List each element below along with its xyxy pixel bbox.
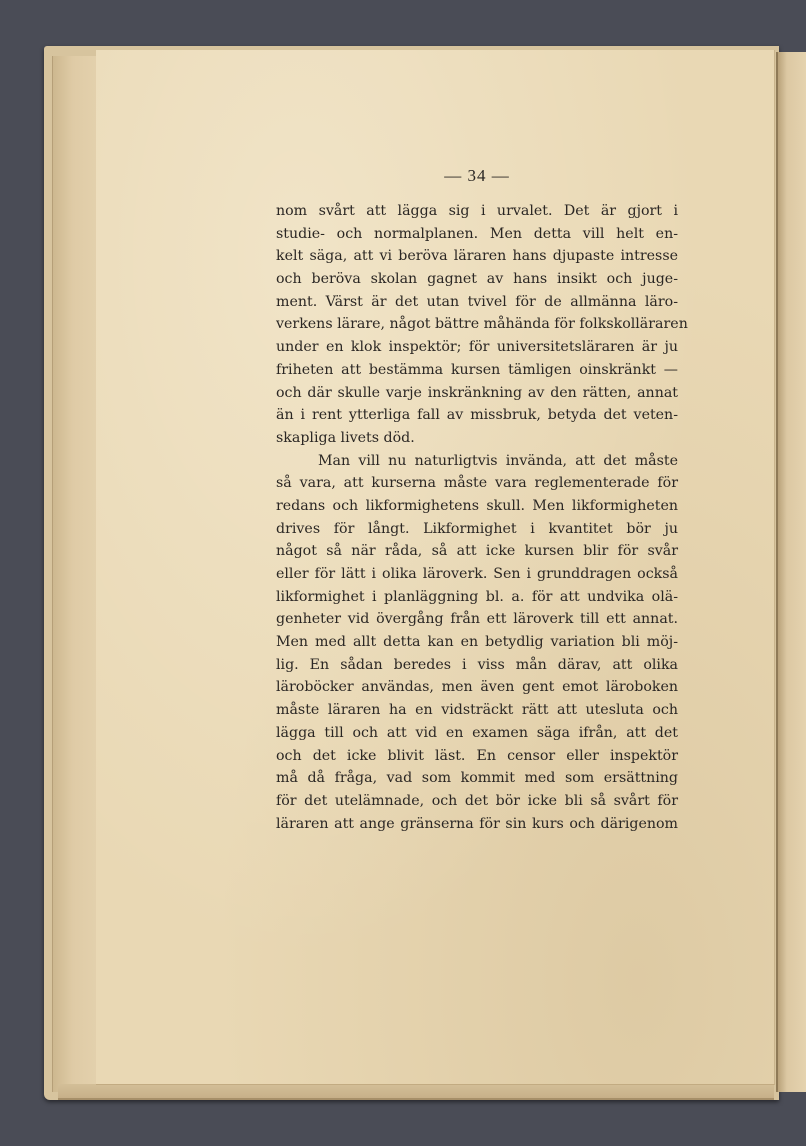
bottom-page-edge [58, 1084, 774, 1100]
text-line: ment. Värst är det utan tvivel för de allmänna läro- [276, 293, 678, 310]
text-line: så vara, att kurserna måste vara reglementerade för [276, 475, 678, 492]
text-line: verkens lärare, något bättre måhända för folkskolläraren [276, 316, 688, 333]
text-line: lägga till och att vid en examen säga ifrån, att det [276, 724, 678, 741]
text-line: något så när råda, så att icke kursen blir för svår [276, 543, 678, 560]
paragraph-1 [276, 200, 688, 450]
text-line: skapliga livets död. [276, 429, 415, 446]
text-line: likformighet i planläggning bl. a. för att undvika olä- [276, 588, 678, 605]
text-line: redans och likformighetens skull. Men likformigheten [276, 497, 678, 514]
text-line: och där skulle varje inskränkning av den rätten, annat [276, 384, 678, 401]
text-line: drives för långt. Likformighet i kvantitet bör ju [276, 520, 678, 537]
next-page-edge [776, 52, 806, 1092]
body-text [276, 200, 688, 835]
text-line: genheter vid övergång från ett läroverk till ett annat. [276, 611, 678, 628]
text-line: läraren att ange gränserna för sin kurs och därigenom [276, 815, 678, 832]
text-line: nom svårt att lägga sig i urvalet. Det är gjort i [276, 203, 678, 219]
text-line: och det icke blivit läst. En censor eller inspektör [276, 747, 678, 764]
text-line: må då fråga, vad som kommit med som ersättning [276, 770, 678, 787]
text-line: och beröva skolan gagnet av hans insikt och juge- [276, 271, 678, 288]
text-line: Men med allt detta kan en betydlig variation bli möj- [276, 634, 678, 651]
text-line: studie- och normalplanen. Men detta vill helt en- [276, 225, 678, 242]
text-line: än i rent ytterliga fall av missbruk, betyda det veten- [276, 407, 678, 424]
text-line: friheten att bestämma kursen tämligen oinskränkt — [276, 361, 678, 378]
text-line: kelt säga, att vi beröva läraren hans djupaste intresse [276, 248, 678, 265]
text-line: för det utelämnade, och det bör icke bli så svårt för [276, 792, 678, 809]
text-line: måste läraren ha en vidsträckt rätt att utesluta och [276, 702, 678, 719]
text-line: eller för lätt i olika läroverk. Sen i grunddragen också [276, 566, 678, 582]
text-line: Man vill nu naturligtvis invända, att det måste [318, 452, 678, 469]
text-line: under en klok inspektör; för universitetsläraren är ju [276, 339, 678, 356]
page-number: — 34 — [444, 166, 510, 185]
text-line: lig. En sådan beredes i viss mån därav, att olika [276, 656, 678, 673]
text-line: läroböcker användas, men även gent emot läroboken [276, 679, 678, 696]
paragraph-2 [276, 450, 678, 836]
